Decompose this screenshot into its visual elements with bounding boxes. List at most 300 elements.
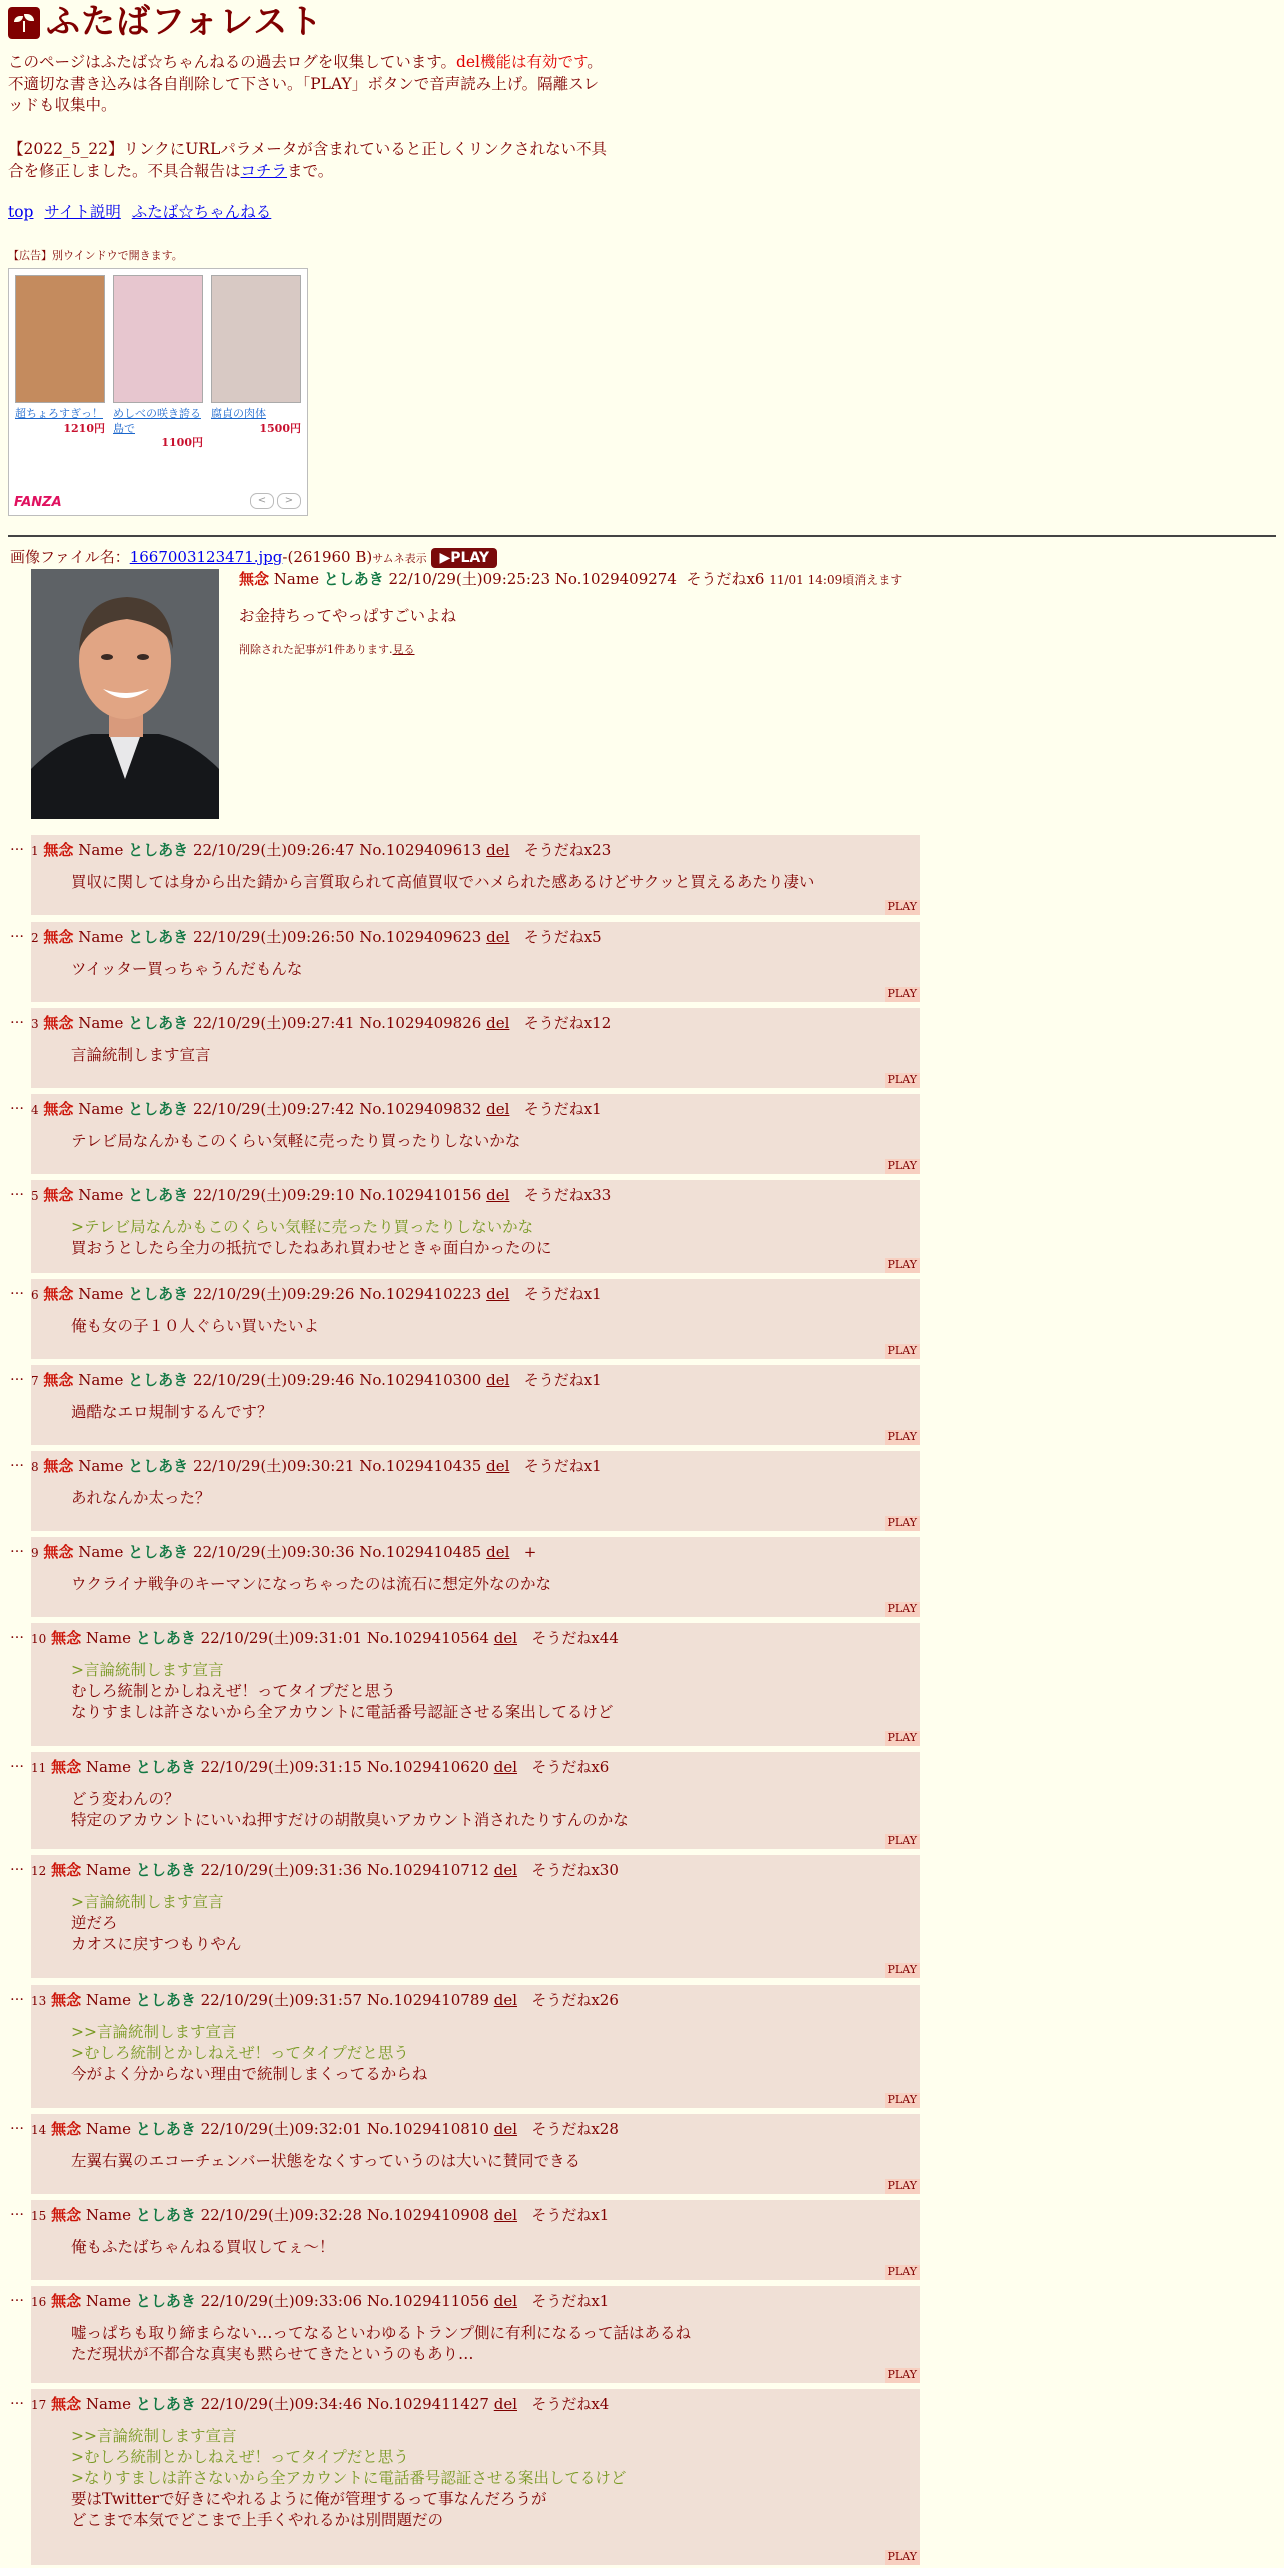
reply-index: 13 [31,1994,47,2008]
reply-menu-icon[interactable]: … [10,1097,24,1113]
poster-name: としあき [135,2206,196,2224]
deleted-notice [239,643,415,658]
body-line: 要はTwitterで好きにやれるように俺が管理するって事なんだろうが [71,2490,547,2509]
reply-box [31,2114,920,2194]
reply-box [31,1180,920,1273]
reply-datetime: 22/10/29(土)09:31:15 [200,1758,363,1776]
del-button[interactable]: del [486,928,510,946]
del-button[interactable]: del [493,2206,518,2224]
ad-title-link[interactable]: 超ちょろすぎっ！ [15,407,103,421]
play-button[interactable]: PLAY [885,1602,920,1617]
body-line: どう変わんの？ [71,1790,180,1809]
body-line: 俺もふたばちゃんねる買収してぇ〜！ [71,2238,335,2257]
reply-datetime: 22/10/29(土)09:26:50 [192,928,355,946]
file-link[interactable]: 1667003123471.jpg [129,548,283,566]
poster-name: としあき [135,1991,196,2009]
reply-index: 5 [31,1189,39,1203]
play-button[interactable]: PLAY [885,1516,920,1531]
op-meta [239,569,902,589]
del-button[interactable]: del [486,1014,510,1032]
reply-meta [31,1757,912,1777]
reply-body [71,1892,912,1955]
poster-name: としあき [135,2395,196,2413]
ad-thumbnail[interactable] [113,275,203,403]
ad-item[interactable] [113,275,203,450]
reply-index: 17 [31,2398,47,2412]
soudane-button[interactable]: そうだねx1 [523,1457,602,1475]
name-label: Name [78,841,124,859]
reply-box [31,1537,920,1617]
body-line: 言論統制します宣言 [71,1046,211,1065]
reply-subject: 無念 [43,1457,74,1475]
soudane-button[interactable]: そうだねx1 [531,2292,610,2310]
reply-menu-icon[interactable]: … [10,1626,24,1642]
reply-body [71,1316,912,1337]
name-label: Name [78,1014,124,1032]
play-button[interactable]: PLAY [885,1963,920,1978]
reply-subject: 無念 [51,1629,82,1647]
del-button[interactable]: del [493,2292,518,2310]
ad-price: 1210円 [63,421,105,435]
reply-post [10,1451,920,1531]
name-label: Name [85,1758,132,1776]
reply-number: No.1029411427 [366,2395,489,2413]
ad-thumbnail[interactable] [15,275,105,403]
del-button[interactable]: del [493,2395,518,2413]
poster-name: としあき [135,1758,196,1776]
reply-index: 1 [31,844,39,858]
reply-number: No.1029410223 [359,1285,482,1303]
divider [8,535,1276,537]
body-line: 特定のアカウントにいいね押すだけの胡散臭いアカウント消されたりすんのかな [71,1811,629,1830]
op-post [10,547,1270,656]
name-label: Name [78,1285,124,1303]
reply-number: No.1029409623 [359,928,482,946]
reply-box [31,835,920,915]
op-subject: 無念 [239,570,270,588]
reply-menu-icon[interactable]: … [10,2289,24,2305]
reply-datetime: 22/10/29(土)09:27:42 [192,1100,355,1118]
poster-name: としあき [128,1543,189,1561]
reply-index: 11 [31,1761,47,1775]
op-image-thumbnail[interactable] [31,569,219,819]
reply-meta [31,1284,912,1304]
reply-datetime: 22/10/29(土)09:33:06 [200,2292,363,2310]
poster-name: としあき [128,1457,189,1475]
quote-line: >なりすましは許さないから全アカウントに電話番号認証させる案出してるけど [71,2469,627,2488]
reply-body [71,1660,912,1723]
notice-text: 【2022_5_22】リンクにURLパラメータが含まれていると正しくリンクされない不具合を修正しました。不具合報告は [8,140,607,180]
reply-post [10,1985,920,2108]
reply-datetime: 22/10/29(土)09:27:41 [192,1014,355,1032]
reply-body [71,959,912,980]
ad-banner [8,268,308,516]
reply-box [31,1094,920,1174]
site-title[interactable]: ふたばフォレスト [46,2,324,43]
name-label: Name [78,1371,124,1389]
reply-meta [31,2205,912,2225]
name-label: Name [85,1861,132,1879]
reply-post [10,2286,920,2383]
reply-box [31,922,920,1002]
play-button[interactable]: PLAY [885,987,920,1002]
reply-number: No.1029409832 [359,1100,482,1118]
bug-report-link[interactable]: コチラ [240,161,288,180]
reply-post [10,1008,920,1088]
futaba-leaf-icon[interactable] [8,7,40,39]
del-button[interactable]: del [486,1371,510,1389]
reply-menu-icon[interactable]: … [10,2117,24,2133]
reply-menu-icon[interactable]: … [10,1011,24,1027]
body-line: 逆だろ [71,1914,118,1933]
soudane-button[interactable]: そうだねx23 [523,841,612,859]
reply-post [10,2389,920,2565]
ad-next-button[interactable]: > [277,493,301,509]
play-button[interactable]: PLAY [885,1834,920,1849]
quote-line: >むしろ統制とかしねえぜ！ってタイプだと思う [71,2448,409,2467]
quote-line: >言論統制します宣言 [71,1661,224,1680]
reply-meta [31,1542,912,1562]
body-line: 嘘っぱちも取り締まらない…ってなるといわゆるトランプ側に有利になるって話はあるね [71,2324,692,2343]
soudane-button[interactable]: そうだねx26 [531,1991,619,2009]
reply-number: No.1029410564 [366,1629,489,1647]
reply-body [71,2426,912,2531]
body-line: 俺も女の子１０人ぐらい買いたいよ [71,1317,320,1336]
play-button[interactable]: PLAY [885,2550,920,2565]
reply-menu-icon[interactable]: … [10,1540,24,1556]
poster-name: としあき [128,1371,189,1389]
reply-post [10,1180,920,1273]
reply-menu-icon[interactable]: … [10,2203,24,2219]
reply-datetime: 22/10/29(土)09:31:36 [200,1861,363,1879]
poster-name: としあき [128,1100,189,1118]
name-label: Name [85,2206,132,2224]
body-line: 今がよく分からない理由で統制しまくってるからね [71,2065,428,2084]
intro-del-notice: del機能は有効です [455,53,588,71]
reply-meta [31,1860,912,1880]
reply-subject: 無念 [43,1371,74,1389]
quote-line: >>言論統制します宣言 [71,2023,237,2042]
reply-subject: 無念 [51,2206,82,2224]
reply-post [10,1623,920,1746]
play-button[interactable]: PLAY [885,2093,920,2108]
reply-body [71,1402,912,1423]
reply-datetime: 22/10/29(土)09:29:26 [192,1285,355,1303]
reply-post [10,1365,920,1445]
op-expire: 11/01 14:09頃消えます [769,573,903,587]
soudane-button[interactable]: そうだねx1 [523,1100,602,1118]
reply-menu-icon[interactable]: … [10,2392,24,2408]
ad-price: 1100円 [161,435,203,449]
op-number: No.1029409274 [554,570,677,588]
name-label: Name [78,1100,124,1118]
intro-text-2: 。不適切な書き込みは各自削除して下さい。「PLAY」ボタンで音声読み上げ。隔離スレッドも収集中。 [8,53,603,115]
body-line: なりすましは許さないから全アカウントに電話番号認証させる案出してるけど [71,1703,614,1722]
name-label: Name [78,1186,124,1204]
play-button[interactable]: PLAY [885,1430,920,1445]
quote-line: >>言論統制します宣言 [71,2427,237,2446]
site-intro [8,52,608,117]
reply-datetime: 22/10/29(土)09:29:46 [192,1371,355,1389]
reply-index: 7 [31,1374,39,1388]
play-button[interactable]: PLAY [885,1258,920,1273]
reply-post [10,922,920,1002]
reply-datetime: 22/10/29(土)09:32:01 [200,2120,363,2138]
reply-box [31,2389,920,2565]
soudane-button[interactable]: そうだねx33 [523,1186,612,1204]
reply-number: No.1029411056 [366,2292,489,2310]
ad-title-link[interactable]: 腐貞の肉体 [211,407,266,421]
del-button[interactable]: del [493,2120,518,2138]
poster-name: としあき [128,1285,189,1303]
poster-name: としあき [128,928,189,946]
nav-links [8,202,1268,223]
del-button[interactable]: del [493,1629,518,1647]
reply-index: 6 [31,1288,39,1302]
file-size: -(261960 B) [282,548,373,566]
soudane-button[interactable]: そうだねx1 [523,1371,602,1389]
reply-subject: 無念 [43,1186,74,1204]
reply-post [10,1537,920,1617]
reply-post [10,2114,920,2194]
del-button[interactable]: del [486,1186,510,1204]
play-button[interactable]: PLAY [885,2179,920,2194]
poster-name: としあき [135,1861,196,1879]
reply-subject: 無念 [43,928,74,946]
reply-box [31,1279,920,1359]
play-button[interactable]: PLAY [885,1073,920,1088]
file-label: 画像ファイル名： [10,548,130,566]
reply-menu-icon[interactable]: … [10,838,24,854]
del-button[interactable]: del [486,1100,510,1118]
reply-box [31,2200,920,2280]
reply-number: No.1029410485 [359,1543,482,1561]
reply-box [31,1855,920,1978]
reply-body [71,2237,912,2258]
name-label: Name [273,570,319,588]
play-button[interactable]: PLAY [885,2265,920,2280]
reply-index: 10 [31,1632,47,1646]
reply-subject: 無念 [51,2395,82,2413]
reply-menu-icon[interactable]: … [10,1755,24,1771]
del-button[interactable]: del [486,1543,510,1561]
name-label: Name [78,1457,124,1475]
reply-meta [31,2119,912,2139]
reply-meta [31,927,912,947]
reply-body [71,872,912,893]
play-button[interactable]: PLAY [885,900,920,915]
poster-name: としあき [128,1186,189,1204]
reply-meta [31,1990,912,2010]
reply-body [71,1217,912,1259]
play-button[interactable]: PLAY [885,1731,920,1746]
reply-index: 16 [31,2295,47,2309]
reply-meta [31,2394,912,2414]
soudane-button[interactable]: そうだねx1 [531,2206,610,2224]
update-notice [8,139,608,182]
reply-subject: 無念 [51,1991,82,2009]
body-line: 左翼右翼のエコーチェンバー状態をなくすっていうのは大いに賛同できる [71,2152,581,2171]
logo-row [8,4,1268,42]
nav-about-link[interactable]: サイト説明 [44,203,121,222]
quote-line: >言論統制します宣言 [71,1893,224,1912]
reply-post [10,835,920,915]
reply-index: 2 [31,931,39,945]
reply-box [31,1985,920,2108]
reply-menu-icon[interactable]: … [10,1282,24,1298]
reply-menu-icon[interactable]: … [10,1368,24,1384]
body-line: 過酷なエロ規制するんです？ [71,1403,273,1422]
op-body: お金持ちってやっぱすごいよね [239,607,457,625]
portrait-photo [31,569,219,819]
soudane-button[interactable]: そうだねx28 [531,2120,619,2138]
reply-box [31,1623,920,1746]
ad-title-link[interactable]: めしべの咲き誇る島で [113,407,201,435]
reply-number: No.1029409613 [359,841,482,859]
name-label: Name [78,1543,124,1561]
reply-body [71,2151,912,2172]
quote-line: >テレビ局なんかもこのくらい気軽に売ったり買ったりしないかな [71,1218,534,1237]
del-button[interactable]: del [486,1285,510,1303]
soudane-button[interactable]: そうだねx12 [523,1014,612,1032]
ad-item[interactable] [211,275,301,436]
reply-index: 14 [31,2123,47,2137]
reply-datetime: 22/10/29(土)09:34:46 [200,2395,363,2413]
soudane-button[interactable]: + [523,1543,537,1561]
reply-datetime: 22/10/29(土)09:31:57 [200,1991,363,2009]
ad-prev-button[interactable]: < [250,493,274,509]
reply-subject: 無念 [43,1285,74,1303]
reply-menu-icon[interactable]: … [10,925,24,941]
reply-number: No.1029410156 [359,1186,482,1204]
name-label: Name [85,2292,132,2310]
del-button[interactable]: del [486,1457,510,1475]
quote-line: >むしろ統制とかしねえぜ！ってタイプだと思う [71,2044,409,2063]
reply-meta [31,1185,912,1205]
reply-body [71,2323,912,2365]
play-button[interactable]: PLAY [885,2368,920,2383]
del-button[interactable]: del [493,1758,518,1776]
reply-number: No.1029410620 [366,1758,489,1776]
reply-post [10,2200,920,2280]
play-button[interactable]: PLAY [885,1344,920,1359]
op-soudane[interactable]: そうだねx6 [686,570,765,588]
reply-index: 9 [31,1546,39,1560]
del-button[interactable]: del [493,1861,518,1879]
reply-datetime: 22/10/29(土)09:30:36 [192,1543,355,1561]
soudane-button[interactable]: そうだねx5 [523,928,602,946]
reply-datetime: 22/10/29(土)09:31:01 [200,1629,363,1647]
ad-thumbnail[interactable] [211,275,301,403]
intro-text: このページはふたば☆ちゃんねるの過去ログを収集しています。 [8,53,456,71]
nav-top-link[interactable]: top [8,203,34,222]
op-datetime: 22/10/29(土)09:25:23 [388,570,550,588]
op-play-button[interactable]: ▶PLAY [431,548,497,569]
reply-menu-icon[interactable]: … [10,1454,24,1470]
ad-item[interactable] [15,275,105,436]
reply-box [31,1752,920,1849]
body-line: テレビ局なんかもこのくらい気軽に売ったり買ったりしないかな [71,1132,521,1151]
nav-futaba-link[interactable]: ふたば☆ちゃんねる [131,203,272,222]
body-line: どこまで本気でどこまで上手くやれるかは別問題だの [71,2510,444,2529]
reply-datetime: 22/10/29(土)09:30:21 [192,1457,355,1475]
reply-meta [31,1628,912,1648]
site-header [8,4,1268,516]
reply-menu-icon[interactable]: … [10,1858,24,1874]
name-label: Name [85,1991,132,2009]
name-label: Name [85,2395,132,2413]
reply-number: No.1029410908 [366,2206,489,2224]
reply-post [10,1855,920,1978]
reply-subject: 無念 [51,2292,82,2310]
name-label: Name [85,1629,132,1647]
reply-box [31,1008,920,1088]
reply-meta [31,1099,912,1119]
reply-subject: 無念 [43,1100,74,1118]
reply-box [31,1365,920,1445]
poster-name: としあき [128,841,189,859]
reply-body [71,1574,912,1595]
reply-body [71,1045,912,1066]
ad-label: 【広告】別ウインドウで開きます。 [8,249,183,263]
deleted-note: 削除された記事が1件あります. [239,643,393,656]
name-label: Name [85,2120,132,2138]
play-button[interactable]: PLAY [885,1159,920,1174]
reply-meta [31,840,912,860]
reply-box [31,2286,920,2383]
del-button[interactable]: del [493,1991,518,2009]
fanza-logo[interactable]: FANZA [14,494,62,510]
reply-menu-icon[interactable]: … [10,1183,24,1199]
reply-post [10,1279,920,1359]
reply-subject: 無念 [43,1543,74,1561]
soudane-button[interactable]: そうだねx30 [531,1861,619,1879]
reply-datetime: 22/10/29(土)09:32:28 [200,2206,363,2224]
reply-menu-icon[interactable]: … [10,1988,24,2004]
body-line: カオスに戻すつもりやん [71,1935,242,1954]
ad-price: 1500円 [259,421,301,435]
reply-index: 12 [31,1864,47,1878]
reply-subject: 無念 [43,1014,74,1032]
body-line: ツイッター買っちゃうんだもんな [71,960,303,979]
reply-number: No.1029409826 [359,1014,482,1032]
show-deleted-link[interactable]: 見る [392,643,415,656]
soudane-button[interactable]: そうだねx4 [531,2395,610,2413]
reply-meta [31,1013,912,1033]
reply-meta [31,1370,912,1390]
body-line: ただ現状が不都合な真実も黙らせてきたというのもあり… [71,2345,474,2364]
body-line: 買おうとしたら全力の抵抗でしたねあれ買わせときゃ面白かったのに [71,1239,552,1258]
reply-box [31,1451,920,1531]
reply-meta [31,2291,912,2311]
body-line: あれなんか太った？ [71,1489,211,1508]
body-line: むしろ統制とかしねえぜ！ってタイプだと思う [71,1682,396,1701]
op-play-label: PLAY [450,549,490,566]
soudane-button[interactable]: そうだねx6 [531,1758,610,1776]
reply-subject: 無念 [51,1758,82,1776]
reply-body [71,1789,912,1831]
del-button[interactable]: del [486,841,510,859]
file-info [10,547,1270,568]
reply-datetime: 22/10/29(土)09:29:10 [192,1186,355,1204]
reply-number: No.1029410712 [366,1861,489,1879]
reply-post [10,1752,920,1849]
reply-subject: 無念 [43,841,74,859]
soudane-button[interactable]: そうだねx1 [523,1285,602,1303]
soudane-button[interactable]: そうだねx44 [531,1629,619,1647]
body-line: ウクライナ戦争のキーマンになっちゃったのは流石に想定外なのかな [71,1575,552,1594]
reply-datetime: 22/10/29(土)09:26:47 [192,841,355,859]
